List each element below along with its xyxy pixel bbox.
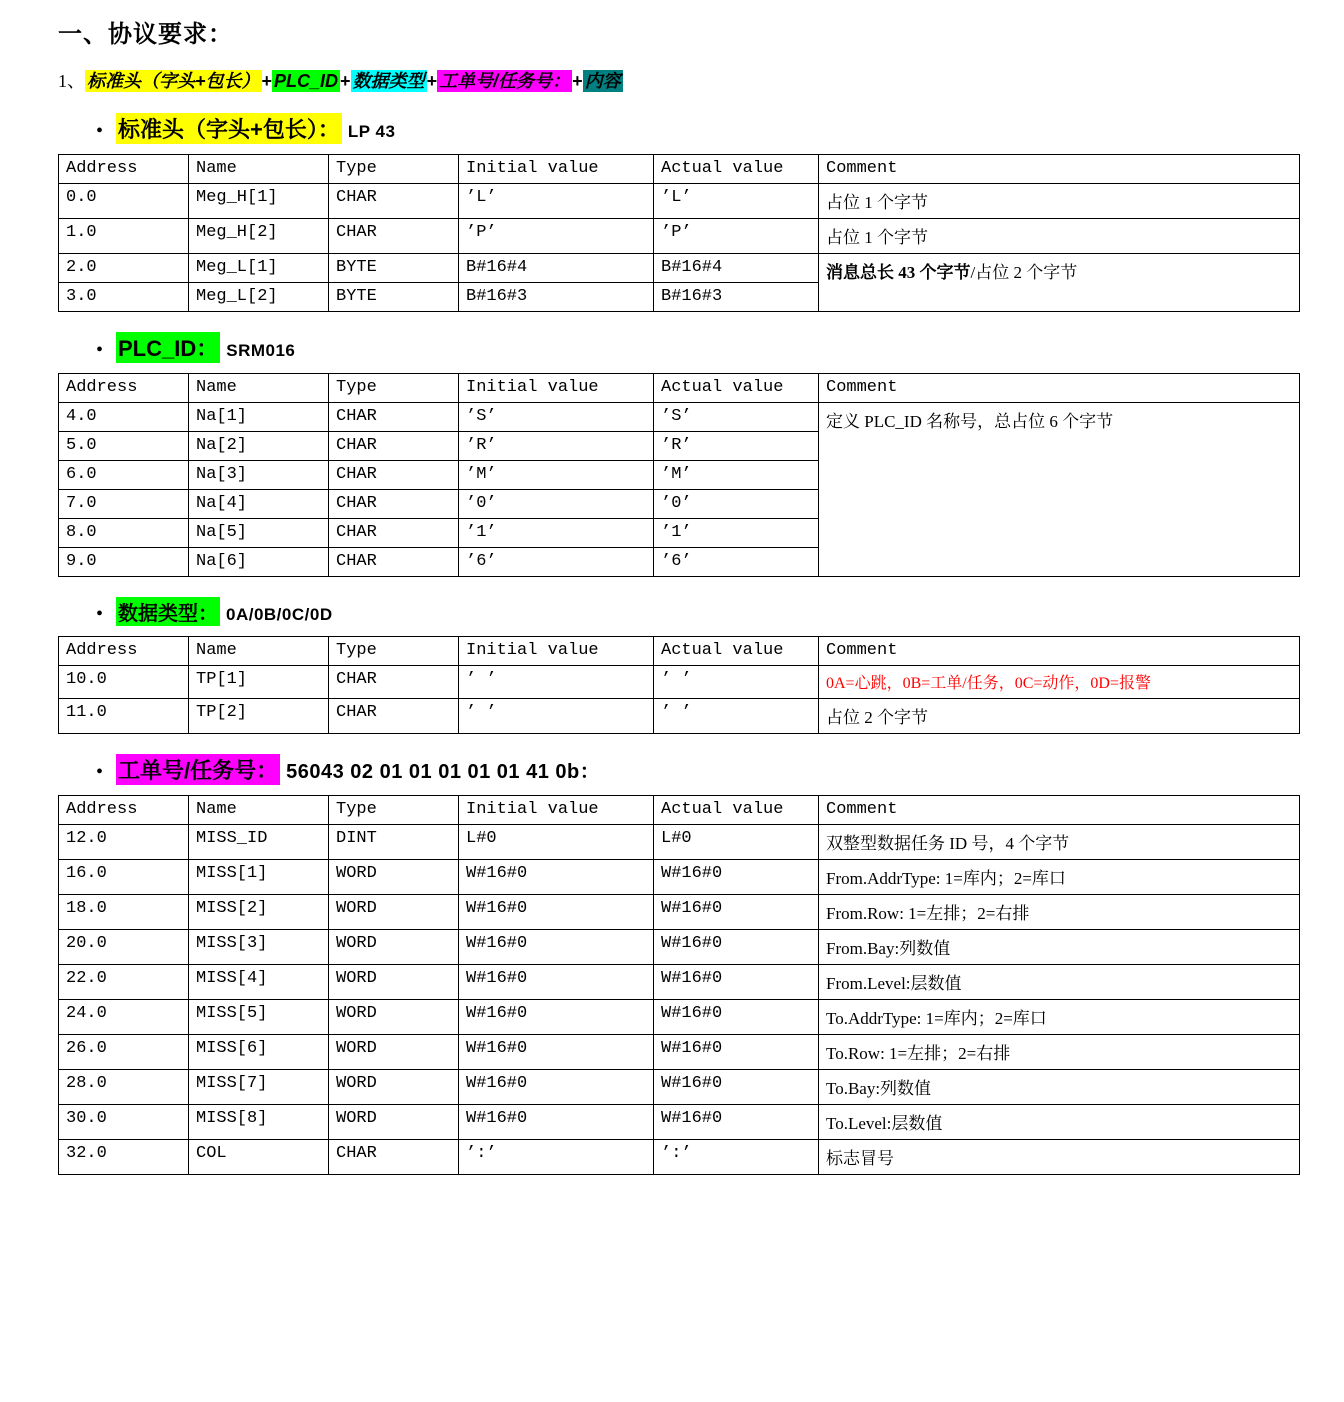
section-title: 数据类型：: [116, 597, 220, 626]
table-row: [59, 1000, 1300, 1035]
cell-name: Meg_L[2]: [189, 283, 329, 312]
cell-initial: ’R’: [459, 432, 654, 461]
cell-type: WORD: [329, 965, 459, 1000]
table-row: [59, 254, 1300, 283]
cell-name: TP[1]: [189, 666, 329, 699]
cell-type: DINT: [329, 825, 459, 860]
column-header: Name: [189, 374, 329, 403]
section-value: LP 43: [347, 122, 396, 141]
cell-initial: L#0: [459, 825, 654, 860]
column-header: Name: [189, 637, 329, 666]
cell-actual: W#16#0: [654, 1105, 819, 1140]
cell-address: 0.0: [59, 184, 189, 219]
table-row: [59, 1140, 1300, 1175]
cell-name: Na[2]: [189, 432, 329, 461]
cell-type: WORD: [329, 1070, 459, 1105]
cell-comment: 消息总长 43 个字节/占位 2 个字节: [819, 254, 1300, 312]
cell-initial: ’:’: [459, 1140, 654, 1175]
cell-address: 22.0: [59, 965, 189, 1000]
cell-actual: ’6’: [654, 548, 819, 577]
cell-name: Na[6]: [189, 548, 329, 577]
cell-comment: 双整型数据任务 ID 号，4 个字节: [819, 825, 1300, 860]
section-value: 0A/0B/0C/0D: [226, 605, 333, 624]
cell-type: CHAR: [329, 432, 459, 461]
cell-address: 4.0: [59, 403, 189, 432]
cell-comment: To.AddrType: 1=库内；2=库口: [819, 1000, 1300, 1035]
column-header: Comment: [819, 796, 1300, 825]
cell-actual: W#16#0: [654, 895, 819, 930]
column-header: Initial value: [459, 796, 654, 825]
cell-comment: 0A=心跳，0B=工单/任务，0C=动作，0D=报警: [819, 666, 1300, 699]
cell-actual: ’:’: [654, 1140, 819, 1175]
cell-initial: ’6’: [459, 548, 654, 577]
cell-actual: ’ ’: [654, 699, 819, 734]
table-row: [59, 699, 1300, 734]
section-title: PLC_ID：: [116, 332, 220, 363]
cell-type: CHAR: [329, 184, 459, 219]
section-value: 56043 02 01 01 01 01 01 41 0b：: [286, 761, 601, 783]
table-row: [59, 860, 1300, 895]
cell-comment: To.Level:层数值: [819, 1105, 1300, 1140]
column-header: Initial value: [459, 637, 654, 666]
cell-type: WORD: [329, 1000, 459, 1035]
cell-initial: W#16#0: [459, 860, 654, 895]
column-header: Type: [329, 155, 459, 184]
cell-comment: From.AddrType: 1=库内；2=库口: [819, 860, 1300, 895]
cell-initial: ’1’: [459, 519, 654, 548]
cell-initial: W#16#0: [459, 1070, 654, 1105]
section-title: 标准头（字头+包长）：: [116, 113, 342, 144]
list-number: 1、: [58, 71, 85, 91]
cell-comment: To.Bay:列数值: [819, 1070, 1300, 1105]
cell-actual: ’0’: [654, 490, 819, 519]
table-row: [59, 1035, 1300, 1070]
cell-name: MISS[2]: [189, 895, 329, 930]
column-header: Address: [59, 155, 189, 184]
table-row: [59, 825, 1300, 860]
cell-actual: ’S’: [654, 403, 819, 432]
cell-type: WORD: [329, 930, 459, 965]
column-header: Comment: [819, 637, 1300, 666]
cell-comment: 占位 1 个字节: [819, 219, 1300, 254]
cell-initial: ’M’: [459, 461, 654, 490]
cell-initial: W#16#0: [459, 965, 654, 1000]
cell-address: 3.0: [59, 283, 189, 312]
column-header: Initial value: [459, 374, 654, 403]
format-part-6: 工单号/任务号：: [439, 71, 571, 91]
column-header: Type: [329, 796, 459, 825]
cell-comment: From.Level:层数值: [819, 965, 1300, 1000]
cell-name: TP[2]: [189, 699, 329, 734]
cell-address: 30.0: [59, 1105, 189, 1140]
cell-type: WORD: [329, 1105, 459, 1140]
cell-initial: ’S’: [459, 403, 654, 432]
cell-type: CHAR: [329, 461, 459, 490]
cell-actual: W#16#0: [654, 930, 819, 965]
cell-type: CHAR: [329, 666, 459, 699]
table-row: [59, 930, 1300, 965]
cell-type: BYTE: [329, 254, 459, 283]
cell-address: 7.0: [59, 490, 189, 519]
table-header-row: [59, 155, 1300, 184]
data-table-3: [58, 795, 1300, 1175]
cell-type: CHAR: [329, 219, 459, 254]
column-header: Name: [189, 155, 329, 184]
table-row: [59, 965, 1300, 1000]
cell-name: Na[4]: [189, 490, 329, 519]
cell-address: 10.0: [59, 666, 189, 699]
cell-name: MISS[1]: [189, 860, 329, 895]
cell-initial: W#16#0: [459, 1105, 654, 1140]
page-title: 一、协议要求：: [58, 21, 233, 48]
cell-actual: W#16#0: [654, 1035, 819, 1070]
cell-comment: 占位 1 个字节: [819, 184, 1300, 219]
cell-name: Meg_H[2]: [189, 219, 329, 254]
cell-address: 18.0: [59, 895, 189, 930]
table-header-row: [59, 374, 1300, 403]
cell-initial: W#16#0: [459, 1035, 654, 1070]
column-header: Actual value: [654, 637, 819, 666]
cell-type: CHAR: [329, 699, 459, 734]
data-table-0: [58, 154, 1300, 312]
table-row: [59, 666, 1300, 699]
cell-address: 20.0: [59, 930, 189, 965]
cell-comment: To.Row: 1=左排；2=右排: [819, 1035, 1300, 1070]
format-part-4: 数据类型: [352, 71, 425, 91]
format-separator: +: [572, 71, 583, 91]
cell-address: 9.0: [59, 548, 189, 577]
cell-initial: ’ ’: [459, 699, 654, 734]
cell-actual: W#16#0: [654, 1070, 819, 1105]
cell-actual: B#16#3: [654, 283, 819, 312]
cell-name: Meg_L[1]: [189, 254, 329, 283]
section-heading-2: [96, 597, 1300, 626]
format-part-8: 内容: [584, 71, 621, 91]
cell-comment: 占位 2 个字节: [819, 699, 1300, 734]
cell-name: MISS[3]: [189, 930, 329, 965]
cell-type: WORD: [329, 895, 459, 930]
table-row: [59, 1070, 1300, 1105]
cell-actual: ’P’: [654, 219, 819, 254]
column-header: Address: [59, 637, 189, 666]
cell-type: CHAR: [329, 490, 459, 519]
cell-initial: W#16#0: [459, 895, 654, 930]
cell-type: CHAR: [329, 1140, 459, 1175]
table-row: [59, 1105, 1300, 1140]
cell-address: 12.0: [59, 825, 189, 860]
cell-address: 6.0: [59, 461, 189, 490]
format-separator: +: [340, 71, 351, 91]
column-header: Name: [189, 796, 329, 825]
column-header: Type: [329, 637, 459, 666]
bullet-icon: •: [96, 339, 104, 361]
cell-type: CHAR: [329, 519, 459, 548]
cell-comment: 定义 PLC_ID 名称号，总占位 6 个字节: [819, 403, 1300, 577]
cell-name: Meg_H[1]: [189, 184, 329, 219]
cell-comment: 标志冒号: [819, 1140, 1300, 1175]
cell-comment: From.Bay:列数值: [819, 930, 1300, 965]
cell-actual: ’ ’: [654, 666, 819, 699]
cell-actual: ’L’: [654, 184, 819, 219]
column-header: Address: [59, 796, 189, 825]
section-value: SRM016: [226, 341, 296, 360]
table-row: [59, 895, 1300, 930]
cell-comment: From.Row: 1=左排；2=右排: [819, 895, 1300, 930]
cell-address: 16.0: [59, 860, 189, 895]
cell-actual: W#16#0: [654, 965, 819, 1000]
cell-address: 5.0: [59, 432, 189, 461]
cell-initial: ’L’: [459, 184, 654, 219]
cell-initial: B#16#4: [459, 254, 654, 283]
cell-type: WORD: [329, 1035, 459, 1070]
cell-name: MISS[4]: [189, 965, 329, 1000]
cell-address: 26.0: [59, 1035, 189, 1070]
table-row: [59, 403, 1300, 432]
cell-address: 32.0: [59, 1140, 189, 1175]
column-header: Actual value: [654, 374, 819, 403]
cell-name: Na[3]: [189, 461, 329, 490]
section-heading-1: [96, 332, 1300, 363]
bullet-icon: •: [96, 120, 104, 142]
cell-actual: B#16#4: [654, 254, 819, 283]
protocol-format-line: [58, 67, 1300, 93]
column-header: Initial value: [459, 155, 654, 184]
data-table-2: [58, 636, 1300, 734]
cell-initial: B#16#3: [459, 283, 654, 312]
cell-actual: L#0: [654, 825, 819, 860]
cell-name: MISS[6]: [189, 1035, 329, 1070]
cell-name: Na[1]: [189, 403, 329, 432]
cell-address: 8.0: [59, 519, 189, 548]
format-part-2: PLC_ID: [274, 71, 339, 91]
table-row: [59, 184, 1300, 219]
cell-actual: ’R’: [654, 432, 819, 461]
cell-actual: W#16#0: [654, 1000, 819, 1035]
cell-address: 2.0: [59, 254, 189, 283]
cell-name: COL: [189, 1140, 329, 1175]
cell-address: 24.0: [59, 1000, 189, 1035]
column-header: Comment: [819, 374, 1300, 403]
section-title: 工单号/任务号：: [116, 754, 280, 785]
cell-name: MISS[7]: [189, 1070, 329, 1105]
column-header: Comment: [819, 155, 1300, 184]
column-header: Address: [59, 374, 189, 403]
section-heading-0: [96, 113, 1300, 144]
column-header: Actual value: [654, 796, 819, 825]
format-separator: +: [426, 71, 438, 91]
data-table-1: [58, 373, 1300, 577]
cell-initial: ’P’: [459, 219, 654, 254]
cell-initial: ’0’: [459, 490, 654, 519]
cell-actual: W#16#0: [654, 860, 819, 895]
cell-type: CHAR: [329, 548, 459, 577]
cell-type: CHAR: [329, 403, 459, 432]
bullet-icon: •: [96, 603, 104, 625]
format-separator: +: [261, 71, 273, 91]
cell-type: BYTE: [329, 283, 459, 312]
cell-name: Na[5]: [189, 519, 329, 548]
format-parts: [85, 71, 623, 92]
cell-name: MISS[8]: [189, 1105, 329, 1140]
bullet-icon: •: [96, 761, 104, 783]
format-part-0: 标准头（字头+包长）: [87, 71, 260, 91]
sections-container: [58, 113, 1300, 1175]
cell-address: 11.0: [59, 699, 189, 734]
cell-actual: ’1’: [654, 519, 819, 548]
cell-type: WORD: [329, 860, 459, 895]
table-header-row: [59, 637, 1300, 666]
cell-address: 28.0: [59, 1070, 189, 1105]
table-row: [59, 219, 1300, 254]
column-header: Actual value: [654, 155, 819, 184]
cell-address: 1.0: [59, 219, 189, 254]
section-heading-3: [96, 754, 1300, 785]
cell-name: MISS_ID: [189, 825, 329, 860]
cell-initial: W#16#0: [459, 930, 654, 965]
cell-name: MISS[5]: [189, 1000, 329, 1035]
table-header-row: [59, 796, 1300, 825]
cell-initial: ’ ’: [459, 666, 654, 699]
cell-initial: W#16#0: [459, 1000, 654, 1035]
column-header: Type: [329, 374, 459, 403]
cell-actual: ’M’: [654, 461, 819, 490]
